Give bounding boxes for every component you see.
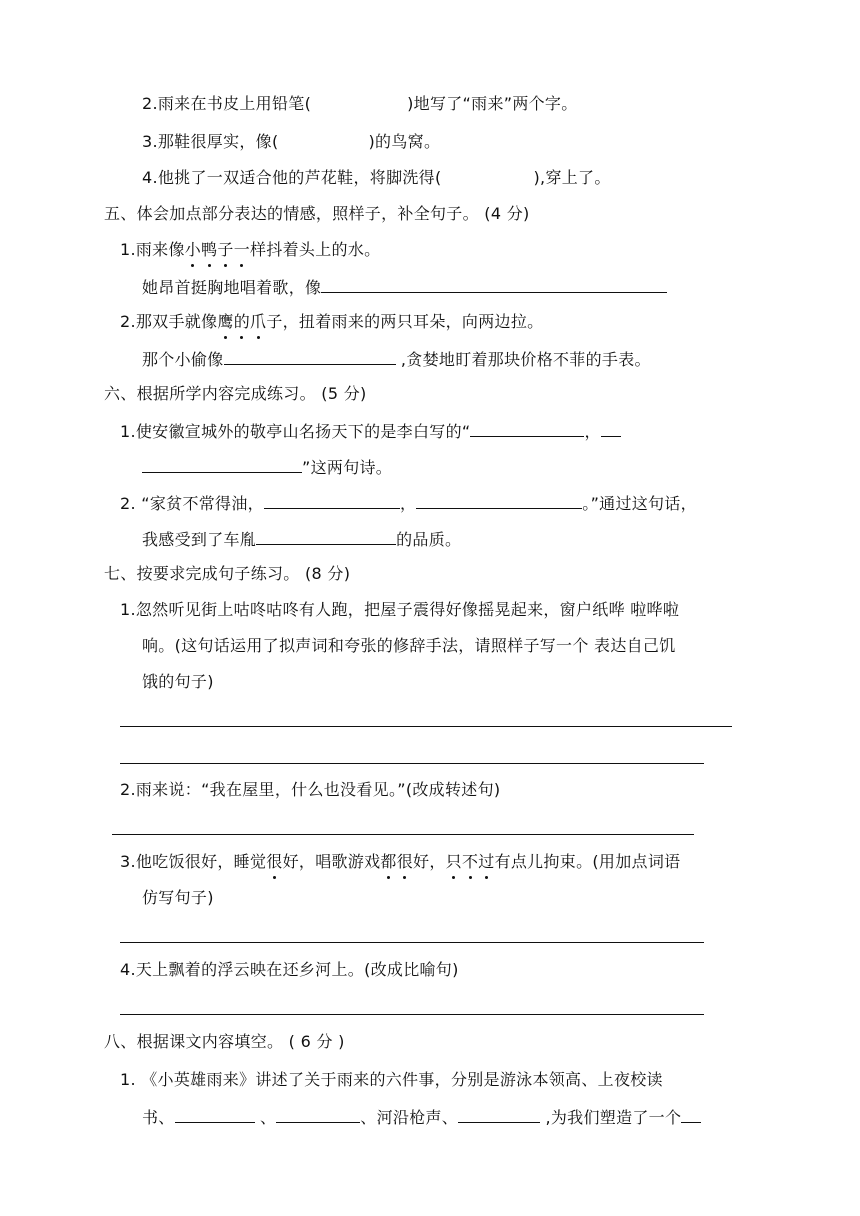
dotted-char: 只 xyxy=(446,850,462,874)
answer-line[interactable] xyxy=(120,763,704,764)
s7-q1-line3: 饿的句子) xyxy=(142,672,214,691)
answer-blank[interactable] xyxy=(416,490,582,509)
answer-blank[interactable] xyxy=(458,1104,540,1123)
s6-q1-cont: ”这两句诗。 xyxy=(142,454,392,480)
answer-blank[interactable] xyxy=(175,1104,255,1123)
s7-q3-line2: 仿写句子) xyxy=(142,888,214,907)
s6-title: 六、根据所学内容完成练习。 (5 分) xyxy=(104,384,367,403)
dotted-char: 子 xyxy=(217,238,233,262)
s7-q1-line1: 1.忽然听见街上咕咚咕咚有人跑，把屋子震得好像摇晃起来，窗户纸哗 啦哗啦 xyxy=(120,600,680,619)
s8-title: 八、根据课文内容填空。 ( 6 分 ) xyxy=(104,1032,345,1051)
s4-q4: 4.他挑了一双适合他的芦花鞋，将脚洗得( ),穿上了。 xyxy=(142,168,611,187)
s4-q2: 2.雨来在书皮上用铅笔( )地写了“雨来”两个字。 xyxy=(142,94,578,113)
poem-blank-2[interactable] xyxy=(142,454,302,473)
dotted-char: 的 xyxy=(234,310,250,334)
s8-q1-line1: 1. 《小英雄雨来》讲述了关于雨来的六件事，分别是游泳本领高、上夜校读 xyxy=(120,1070,663,1089)
answer-blank[interactable] xyxy=(276,1104,360,1123)
s6-q2: 2. “家贫不常得油， ， 。”通过这句话， xyxy=(120,490,697,516)
s5-q1: 1.雨来像小鸭子一样抖着头上的水。 xyxy=(120,238,380,262)
answer-line[interactable] xyxy=(112,834,694,835)
s7-title: 七、按要求完成句子练习。 (8 分) xyxy=(104,564,351,583)
dotted-char: 过 xyxy=(478,850,494,874)
answer-blank[interactable] xyxy=(321,274,667,293)
answer-line[interactable] xyxy=(120,726,732,727)
dotted-char: 鹰 xyxy=(217,310,233,334)
s7-q1-line2: 响。(这句话运用了拟声词和夸张的修辞手法，请照样子写一个 表达自己饥 xyxy=(142,636,676,655)
answer-line[interactable] xyxy=(120,1014,704,1015)
answer-blank[interactable] xyxy=(264,490,400,509)
answer-blank[interactable] xyxy=(681,1104,701,1123)
answer-blank[interactable] xyxy=(224,346,396,365)
s7-q4: 4.天上飘着的浮云映在还乡河上。(改成比喻句) xyxy=(120,960,459,979)
dotted-char: 都 xyxy=(380,850,396,874)
s5-q2: 2.那双手就像鹰的爪子，扭着雨来的两只耳朵，向两边拉。 xyxy=(120,310,543,334)
s4-q3: 3.那鞋很厚实，像( )的鸟窝。 xyxy=(142,132,441,151)
dotted-char: 不 xyxy=(462,850,478,874)
poem-blank-1[interactable] xyxy=(470,418,584,437)
dotted-char: 鸭 xyxy=(201,238,217,262)
s7-q3: 3.他吃饭很好，睡觉很好，唱歌游戏都很好，只不过有点儿拘束。(用加点词语 xyxy=(120,850,680,874)
dotted-char: 小 xyxy=(185,238,201,262)
s5-title: 五、体会加点部分表达的情感，照样子，补全句子。 (4 分) xyxy=(104,204,530,223)
answer-blank[interactable] xyxy=(256,526,396,545)
s7-q2: 2.雨来说：“我在屋里，什么也没看见。”(改成转述句) xyxy=(120,780,501,799)
s8-q1-line2: 书、 、 、河沿枪声、 ,为我们塑造了一个 xyxy=(142,1104,701,1130)
dotted-char: 爪 xyxy=(250,310,266,334)
s6-q2-cont: 我感受到了车胤 的品质。 xyxy=(142,526,461,552)
poem-blank-2-start[interactable] xyxy=(601,418,621,437)
dotted-char: 很 xyxy=(266,850,282,874)
s6-q1: 1.使安徽宣城外的敬亭山名扬天下的是李白写的“ ， xyxy=(120,418,621,444)
s5-q1-answer: 她昂首挺胸地唱着歌，像 xyxy=(142,274,667,300)
s5-q2-answer: 那个小偷像 ,贪婪地盯着那块价格不菲的手表。 xyxy=(142,346,651,372)
dotted-char: 很 xyxy=(397,850,413,874)
dotted-char: 一 xyxy=(234,238,250,262)
answer-line[interactable] xyxy=(120,942,704,943)
